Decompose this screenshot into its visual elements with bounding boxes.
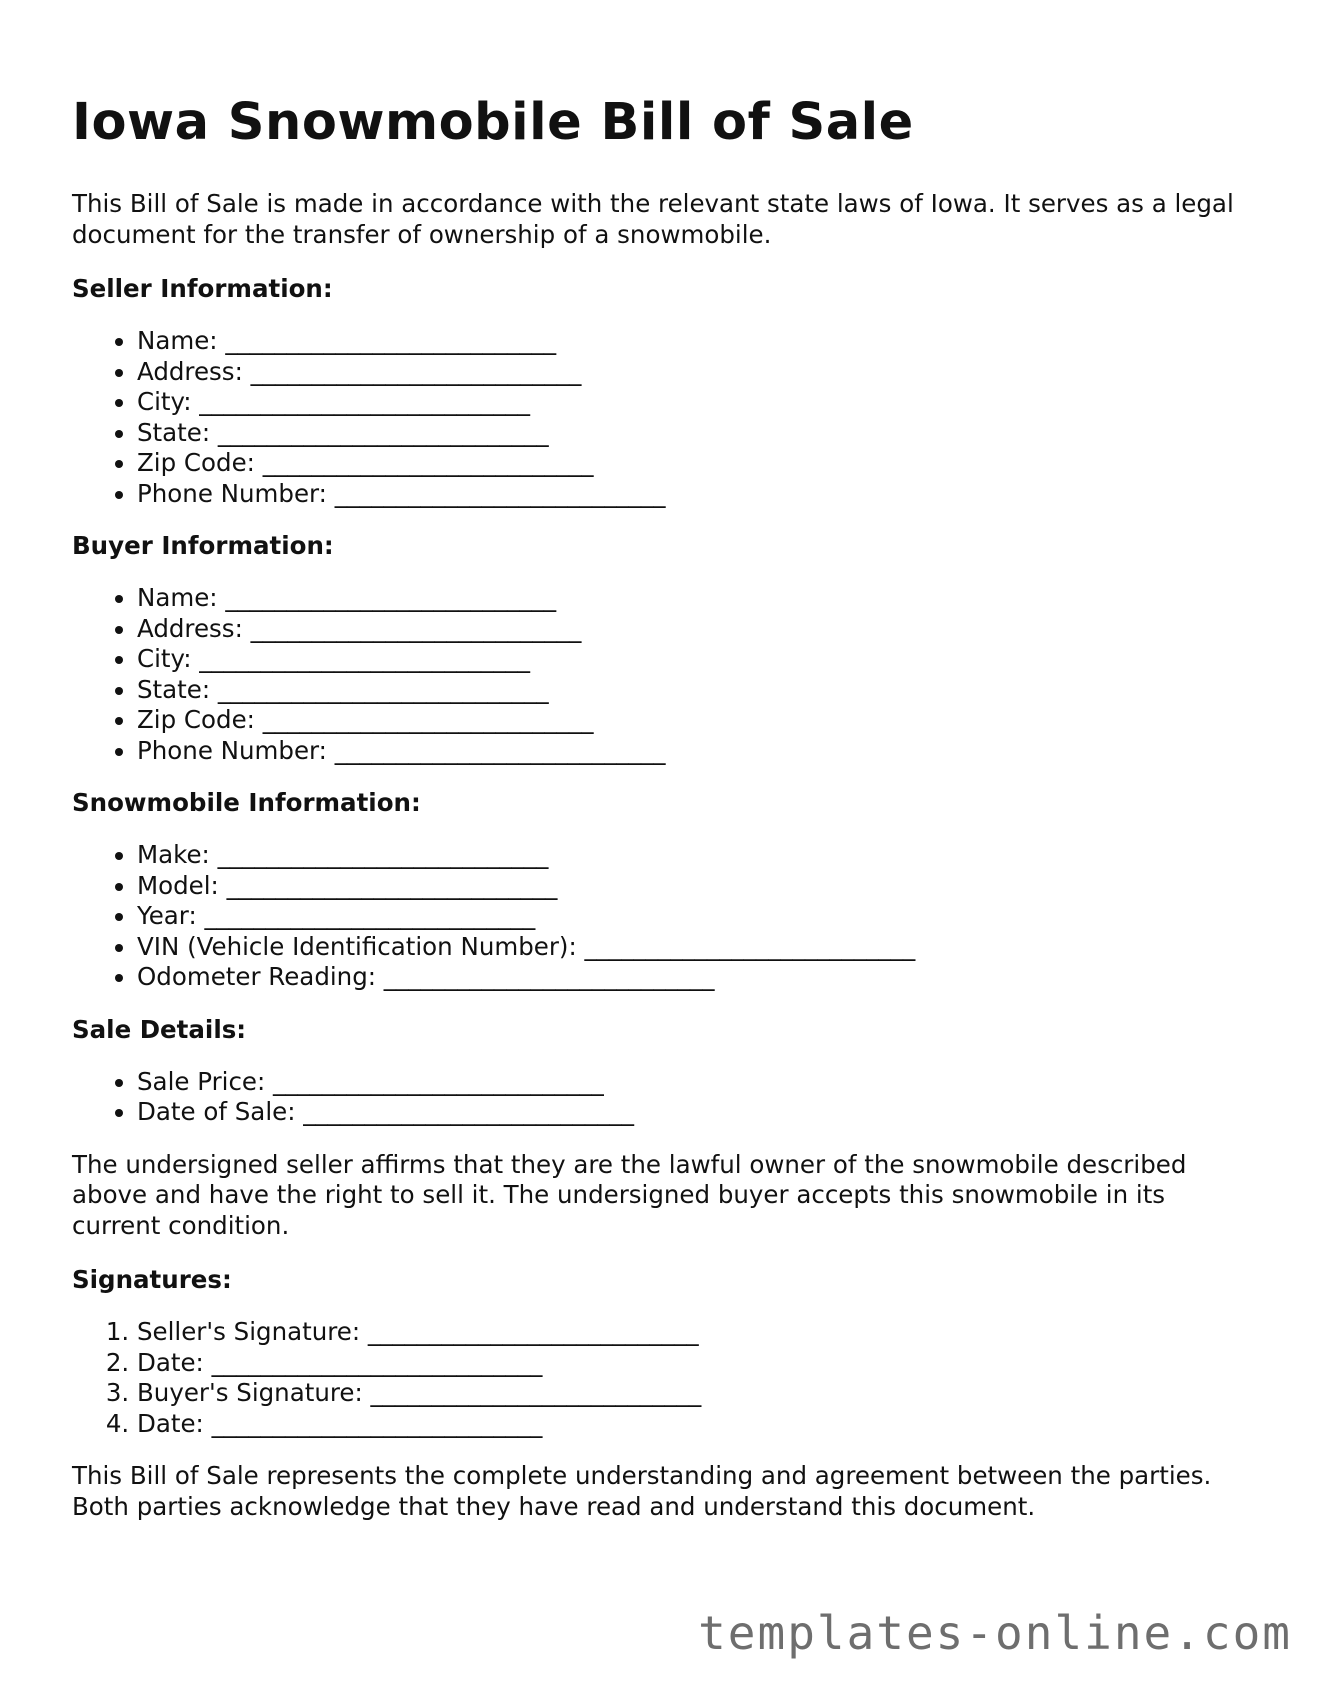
buyer-city-field: • City: ___________________________ [137, 644, 1252, 675]
seller-signature-field: 1. Seller's Signature: ___________________________ [137, 1317, 1252, 1348]
signatures-list [72, 1317, 1252, 1439]
snowmobile-heading: Snowmobile Information: [72, 788, 421, 817]
seller-zip-field: • Zip Code: ___________________________ [137, 448, 1252, 479]
snowmobile-odometer-field: • Odometer Reading: ___________________________ [137, 962, 1252, 993]
document-title: Iowa Snowmobile Bill of Sale [72, 93, 914, 152]
watermark: templates-online.com [698, 1606, 1292, 1660]
buyer-heading: Buyer Information: [72, 531, 334, 560]
seller-phone-field: • Phone Number: ___________________________ [137, 479, 1252, 510]
buyer-signature-field: 3. Buyer's Signature: ___________________________ [137, 1378, 1252, 1409]
signatures-heading: Signatures: [72, 1265, 232, 1294]
buyer-state-field: • State: ___________________________ [137, 675, 1252, 706]
affirmation-paragraph: The undersigned seller affirms that they are the lawful owner of the snowmobile described above and have the right to sell it. The undersigned buyer accepts this snowmobile in its current condition. [72, 1149, 1187, 1240]
sale-date-field: • Date of Sale: ___________________________ [137, 1097, 1252, 1128]
buyer-address-field: • Address: ___________________________ [137, 614, 1252, 645]
buyer-signature-date-field: 4. Date: ___________________________ [137, 1409, 1252, 1440]
intro-paragraph: This Bill of Sale is made in accordance with the relevant state laws of Iowa. It serves as a legal document for the transfer of ownership of a snowmobile. [72, 189, 1234, 249]
seller-address-field: • Address: ___________________________ [137, 357, 1252, 388]
snowmobile-year-field: • Year: ___________________________ [137, 901, 1252, 932]
sale-list [72, 1067, 1252, 1128]
document-page [72, 0, 1252, 1522]
buyer-zip-field: • Zip Code: ___________________________ [137, 705, 1252, 736]
snowmobile-vin-field: • VIN (Vehicle Identification Number): ___________________________ [137, 932, 1252, 963]
snowmobile-model-field: • Model: ___________________________ [137, 871, 1252, 902]
sale-price-field: • Sale Price: ___________________________ [137, 1067, 1252, 1098]
closing-paragraph: This Bill of Sale represents the complete understanding and agreement between the parties. Both parties acknowledge that they have read and understand this document. [72, 1461, 1212, 1521]
seller-list [72, 326, 1252, 509]
seller-signature-date-field: 2. Date: ___________________________ [137, 1348, 1252, 1379]
seller-state-field: • State: ___________________________ [137, 418, 1252, 449]
sale-heading: Sale Details: [72, 1014, 247, 1044]
snowmobile-make-field: • Make: ___________________________ [137, 840, 1252, 871]
buyer-name-field: • Name: ___________________________ [137, 583, 1252, 614]
seller-name-field: • Name: ___________________________ [137, 326, 1252, 357]
seller-city-field: • City: ___________________________ [137, 387, 1252, 418]
seller-heading: Seller Information: [72, 274, 333, 303]
buyer-list [72, 583, 1252, 766]
snowmobile-list [72, 840, 1252, 993]
buyer-phone-field: • Phone Number: ___________________________ [137, 736, 1252, 767]
